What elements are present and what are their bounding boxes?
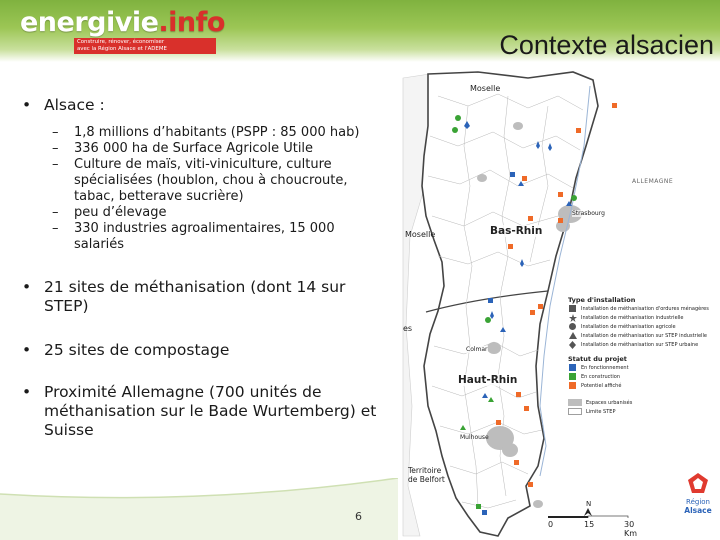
north-arrow-icon [548, 498, 648, 518]
map-label-haut-rhin: Haut-Rhin [458, 374, 518, 386]
energivie-logo[interactable] [20, 7, 225, 52]
diamond-icon [568, 340, 577, 349]
svg-text:N: N [586, 500, 592, 508]
star-icon [568, 313, 577, 322]
legend-type-step-industrielle: Installation de méthanisation sur STEP industrielle [568, 331, 718, 340]
sub-bullet-elevage: – peu d’élevage [22, 205, 392, 221]
square-icon [568, 304, 577, 313]
legend-status-potentiel: Potentiel affiché [568, 381, 718, 390]
map-label-moselle-left: Moselle [405, 230, 436, 239]
grey-area-icon [568, 398, 582, 407]
logo-wordmark: energivie.info [20, 7, 225, 38]
legend-type-step-urbaine: Installation de méthanisation sur STEP urbaine [568, 340, 718, 349]
slide-title: Contexte alsacien [499, 30, 714, 60]
bullet-allemagne: • Proximité Allemagne (700 unités de méthanisation sur le Bade Wurtemberg) et Suisse [22, 383, 379, 440]
bottom-curve-decoration [0, 478, 400, 540]
sub-bullet-industries: – 330 industries agroalimentaires, 15 000 salariés [22, 221, 374, 253]
sub-bullet-habitants: – 1,8 millions d’habitants (PSPP : 85 000 hab) [22, 125, 392, 141]
map-label-vosges-fragment: es [403, 324, 413, 333]
legend-status-fonctionnement: En fonctionnement [568, 363, 718, 372]
map-label-moselle-top: Moselle [470, 84, 501, 93]
legend-status-title: Statut du projet [568, 355, 627, 363]
map-label-strasbourg: Strasbourg [572, 210, 605, 217]
map-label-allemagne: ALLEMAGNE [632, 178, 674, 185]
bullet-methanisation: • 21 sites de méthanisation (dont 14 sur STEP) [22, 278, 374, 316]
outline-area-icon [568, 407, 582, 416]
map-label-belfort: Territoire de Belfort [408, 466, 445, 484]
legend-area-urbanises: Espaces urbanisés [568, 398, 718, 407]
bullet-alsace: • Alsace : [22, 96, 392, 115]
map-label-mulhouse: Mulhouse [460, 434, 489, 441]
legend-area-limite: Limite STEP [568, 407, 718, 416]
sub-bullet-cultures: – Culture de maïs, viti-viniculture, culture spécialisées (houblon, chou à choucroute, tabac, betterave sucrière) [22, 157, 374, 205]
sub-bullet-sau: – 336 000 ha de Surface Agricole Utile [22, 141, 392, 157]
orange-square-icon [568, 381, 577, 390]
bullet-compostage: • 25 sites de compostage [22, 341, 392, 360]
legend-status-construction: En construction [568, 372, 718, 381]
map-label-colmar: Colmar [466, 346, 488, 353]
triangle-icon [568, 331, 577, 340]
legend-type-title: Type d'installation [568, 296, 636, 304]
circle-icon [568, 322, 577, 331]
page-number: 6 [355, 510, 362, 523]
legend-type-industrielle: Installation de méthanisation industrielle [568, 313, 718, 322]
region-emblem-icon [687, 472, 709, 494]
legend-type-ordures: Installation de méthanisation d'ordures ménagères [568, 304, 718, 313]
map-label-bas-rhin: Bas-Rhin [490, 225, 543, 237]
map-legend [568, 294, 718, 416]
slide-content [22, 96, 392, 440]
green-square-icon [568, 372, 577, 381]
legend-type-agricole: Installation de méthanisation agricole [568, 322, 718, 331]
region-alsace-logo[interactable]: Région Alsace [678, 472, 718, 518]
logo-tagline: Construire, rénover, économiser avec la Région Alsace et l'ADEME [74, 38, 216, 54]
blue-square-icon [568, 363, 577, 372]
